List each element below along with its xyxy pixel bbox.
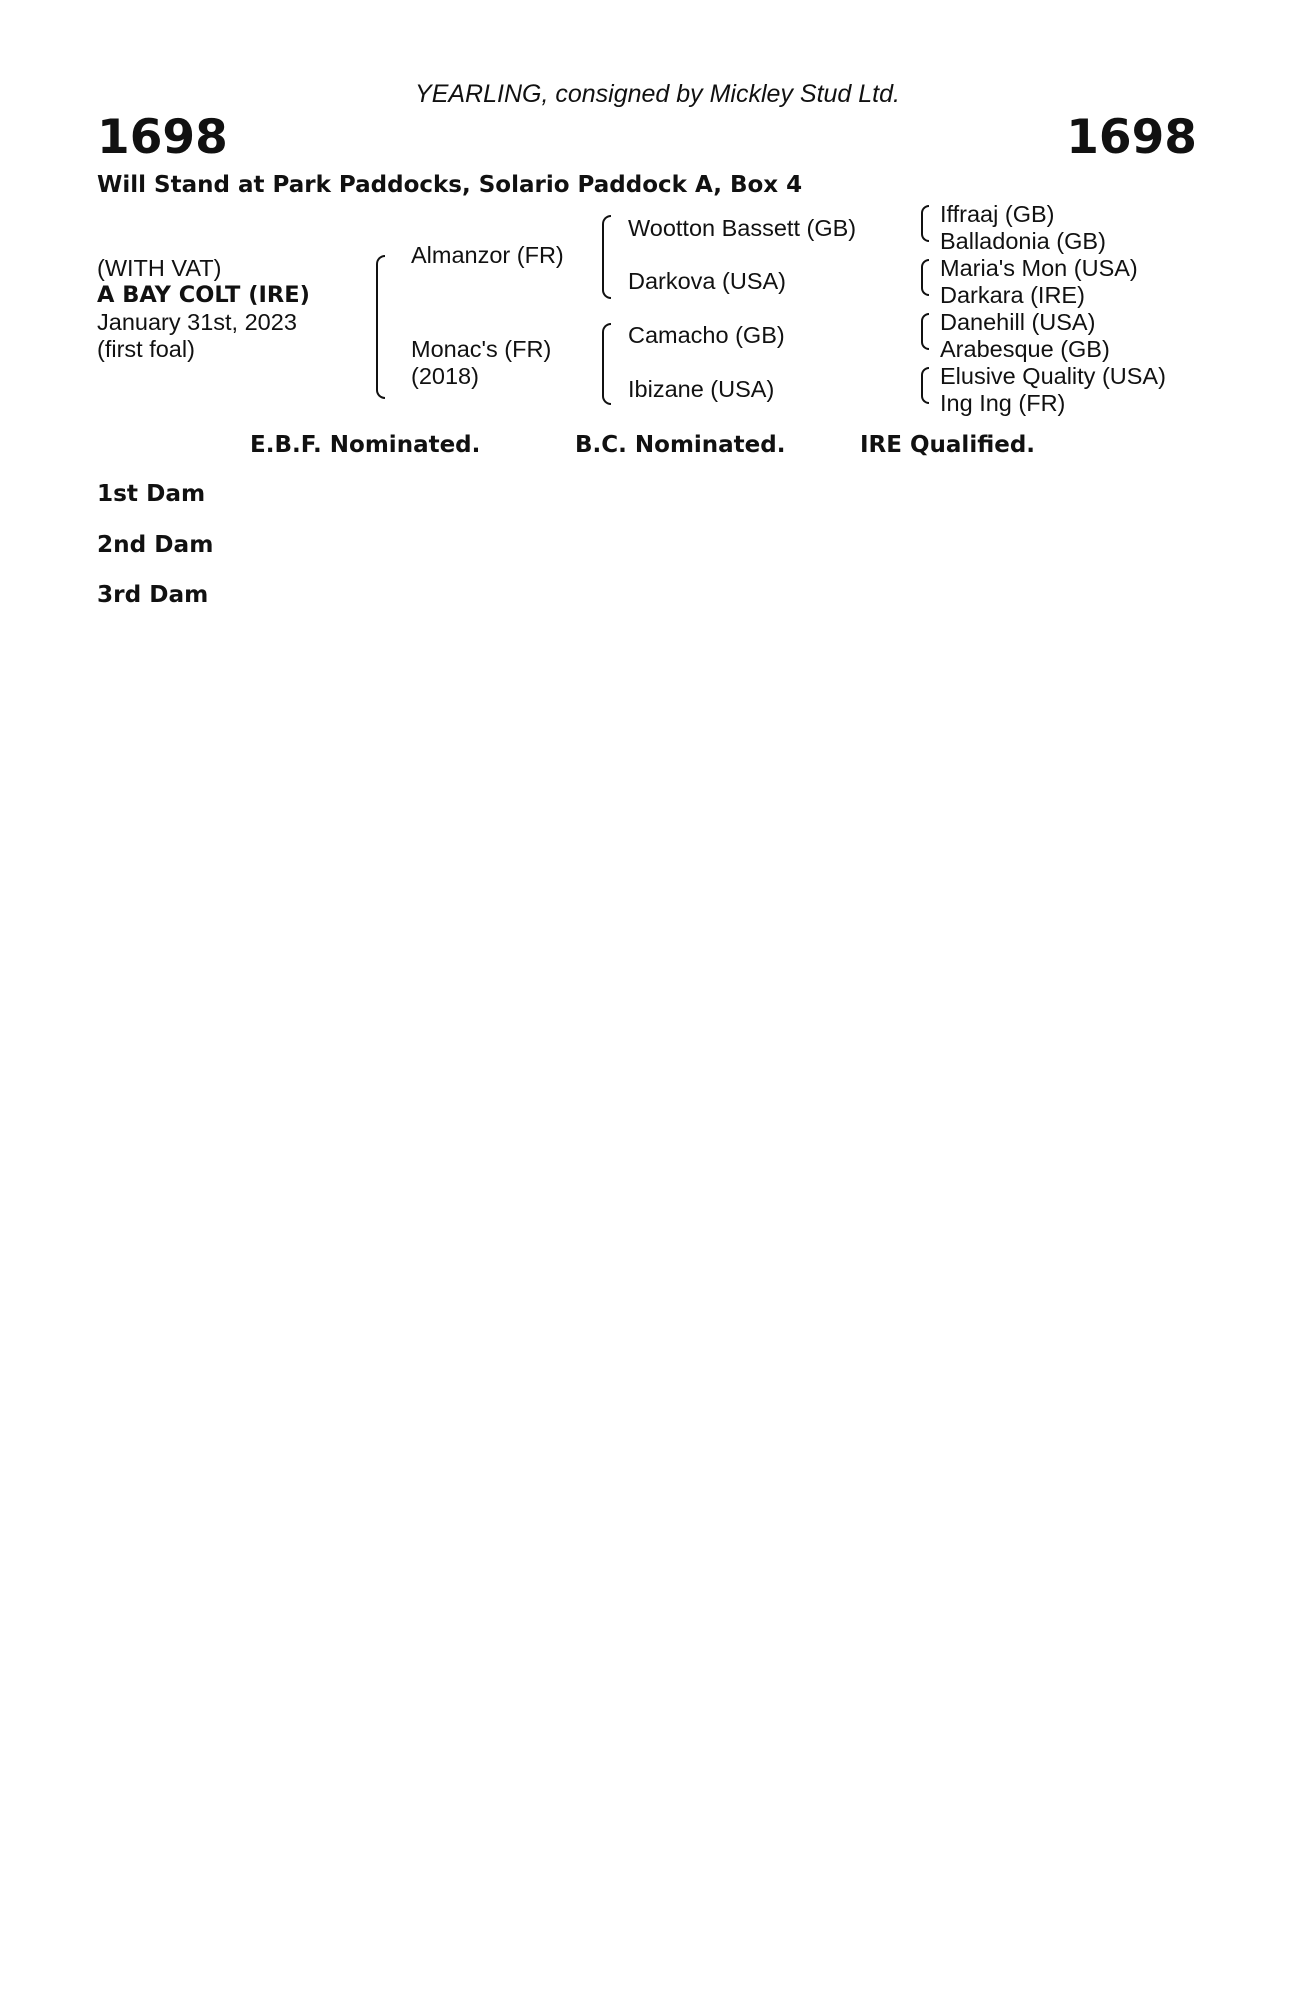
pedigree-dss: Danehill (USA) bbox=[940, 309, 1096, 335]
catalogue-body bbox=[97, 481, 1203, 633]
pedigree-dsd: Arabesque (GB) bbox=[940, 336, 1110, 362]
pedigree-sds: Maria's Mon (USA) bbox=[940, 255, 1138, 281]
pedigree-ddd: Ing Ing (FR) bbox=[940, 390, 1066, 416]
vat-note: (WITH VAT) bbox=[97, 255, 222, 281]
horse-dob: January 31st, 2023 bbox=[97, 309, 297, 335]
pedigree-dam-sire: Camacho (GB) bbox=[628, 322, 785, 348]
stand-location: Will Stand at Park Paddocks, Solario Paddock A, Box 4 bbox=[97, 172, 803, 198]
ire-qualified: IRE Qualified. bbox=[860, 432, 1036, 458]
pedigree-dam-dam: Ibizane (USA) bbox=[628, 376, 775, 402]
pedigree-sire-dam: Darkova (USA) bbox=[628, 268, 787, 294]
pedigree-brace-sd bbox=[921, 259, 929, 296]
pedigree-dam: Monac's (FR) bbox=[411, 336, 552, 362]
pedigree-brace-ds bbox=[921, 313, 929, 350]
pedigree-ssd: Balladonia (GB) bbox=[940, 228, 1106, 254]
pedigree-brace-dd bbox=[921, 367, 929, 404]
pedigree-brace-dam bbox=[602, 323, 611, 405]
third-dam-heading: 3rd Dam bbox=[97, 581, 209, 609]
pedigree-brace-main bbox=[376, 255, 385, 399]
pedigree-dam-year: (2018) bbox=[411, 363, 479, 389]
horse-foal-note: (first foal) bbox=[97, 336, 195, 362]
pedigree-sdd: Darkara (IRE) bbox=[940, 282, 1085, 308]
pedigree-dds: Elusive Quality (USA) bbox=[940, 363, 1166, 389]
pedigree-brace-sire bbox=[602, 215, 611, 299]
second-dam-heading: 2nd Dam bbox=[97, 530, 214, 558]
horse-name: A BAY COLT (IRE) bbox=[97, 282, 310, 308]
pedigree-sire: Almanzor (FR) bbox=[411, 242, 564, 268]
pedigree-brace-ss bbox=[921, 205, 929, 242]
lot-number-left: 1698 bbox=[97, 110, 228, 165]
pedigree-sss: Iffraaj (GB) bbox=[940, 201, 1055, 227]
consignment-header: YEARLING, consigned by Mickley Stud Ltd. bbox=[415, 80, 900, 108]
pedigree-sire-sire: Wootton Bassett (GB) bbox=[628, 215, 857, 241]
ebf-nominated: E.B.F. Nominated. bbox=[250, 432, 481, 458]
lot-number-right: 1698 bbox=[1066, 110, 1197, 165]
bc-nominated: B.C. Nominated. bbox=[575, 432, 786, 458]
first-dam-heading: 1st Dam bbox=[97, 480, 206, 507]
